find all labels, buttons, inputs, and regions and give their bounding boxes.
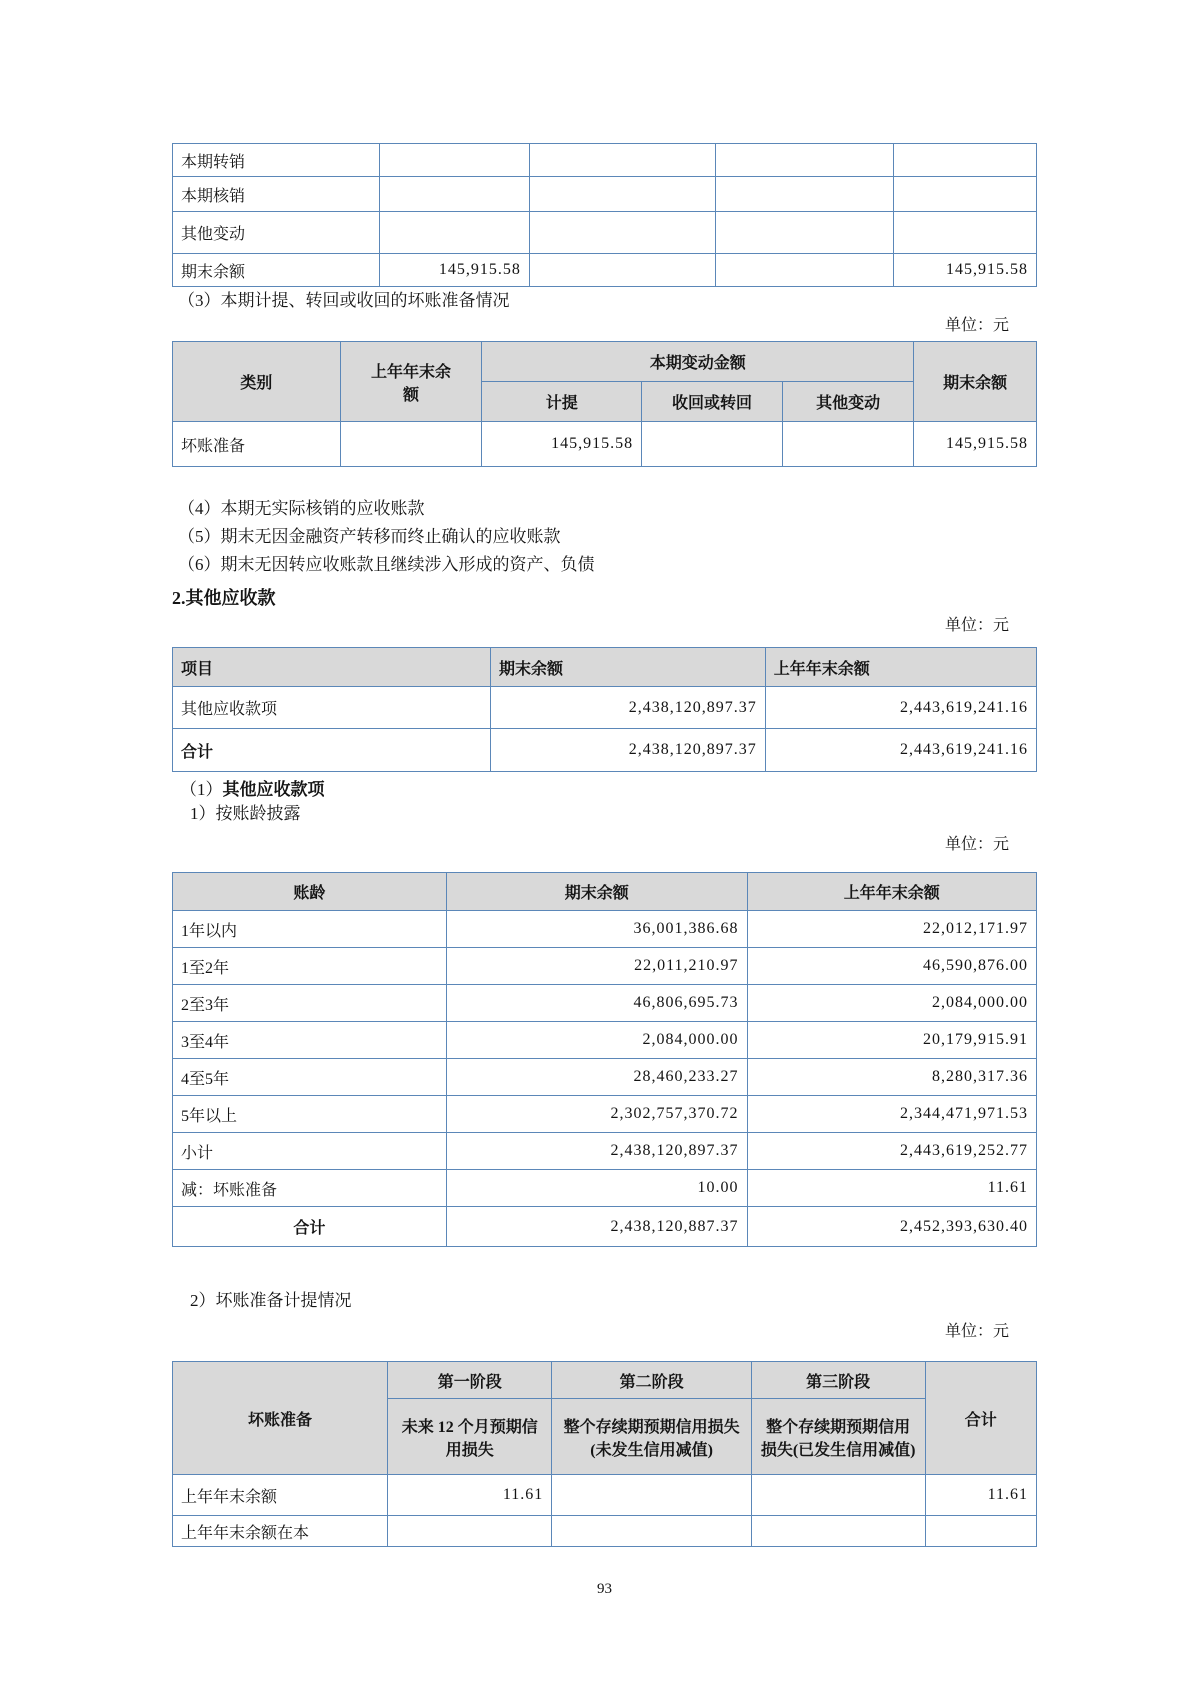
provision-change-table [172, 341, 1037, 467]
value-cell: 2,084,000.00 [747, 985, 1036, 1022]
page-number: 93 [597, 1581, 612, 1597]
value-cell: 2,438,120,897.37 [446, 1133, 747, 1170]
aging-table [172, 872, 1037, 1247]
row-label-cell: 小计 [173, 1133, 447, 1170]
value-cell: 2,443,619,241.16 [765, 687, 1036, 729]
unit-label: 单位：元 [944, 1323, 1009, 1340]
value-cell: 46,590,876.00 [747, 948, 1036, 985]
unit-label: 单位：元 [944, 617, 1009, 634]
row-label-cell: 上年年末余额 [173, 1475, 388, 1516]
value-cell: 2,084,000.00 [446, 1022, 747, 1059]
header-cell-prev: 上年年末余额 [765, 648, 1036, 687]
header-cell-stage3: 第三阶段 [751, 1362, 925, 1399]
carryover-table [172, 143, 1037, 287]
table-header-row [173, 648, 1037, 687]
header-cell-stage1: 第一阶段 [388, 1362, 552, 1399]
table-row [173, 1096, 1037, 1133]
value-cell: 2,438,120,887.37 [446, 1207, 747, 1247]
value-cell: 22,011,210.97 [446, 948, 747, 985]
row-label-cell: 本期核销 [173, 177, 380, 212]
value-cell [529, 144, 715, 177]
value-cell: 145,915.58 [893, 254, 1036, 287]
value-cell: 10.00 [446, 1170, 747, 1207]
sub-heading-title: 其他应收款项 [222, 780, 325, 799]
value-cell: 36,001,386.68 [446, 911, 747, 948]
header-cell-total: 合计 [925, 1362, 1036, 1475]
other-receivables-table [172, 647, 1037, 772]
unit-label: 单位：元 [944, 317, 1009, 334]
value-cell [715, 254, 893, 287]
value-cell [893, 144, 1036, 177]
value-cell: 2,344,471,971.53 [747, 1096, 1036, 1133]
header-cell-accrual: 计提 [482, 382, 642, 422]
row-label-cell: 合计 [173, 729, 491, 772]
value-cell [715, 144, 893, 177]
table-row [173, 911, 1037, 948]
section-heading-other-receivables: 2.其他应收款 [172, 588, 276, 608]
value-cell: 2,302,757,370.72 [446, 1096, 747, 1133]
value-cell [782, 422, 913, 467]
header-text: 上年年末余额 [370, 363, 451, 404]
value-cell [893, 212, 1036, 254]
value-cell [552, 1475, 752, 1516]
sub-heading-1 [172, 780, 1037, 800]
header-cell-stage2-desc: 整个存续期预期信用损失(未发生信用减值) [552, 1399, 752, 1475]
note-s4: （4）本期无实际核销的应收账款 [178, 499, 425, 518]
note-s5: （5）期末无因金融资产转移而终止确认的应收账款 [178, 527, 561, 546]
row-label-cell: 2至3年 [173, 985, 447, 1022]
header-cell-stage3-desc: 整个存续期预期信用损失(已发生信用减值) [751, 1399, 925, 1475]
value-cell: 2,438,120,897.37 [490, 687, 765, 729]
row-label-cell: 期末余额 [173, 254, 380, 287]
value-cell [552, 1516, 752, 1547]
table-row [173, 1516, 1037, 1547]
sub-heading-provision: 2）坏账准备计提情况 [190, 1291, 352, 1310]
sub-heading-aging: 1）按账龄披露 [190, 804, 301, 823]
header-cell-other: 其他变动 [782, 382, 913, 422]
header-cell-prev: 上年年末余额 [747, 873, 1036, 911]
stage-table [172, 1361, 1037, 1547]
table-row [173, 1022, 1037, 1059]
page-content [172, 143, 1037, 1598]
row-label-cell: 减：坏账准备 [173, 1170, 447, 1207]
value-cell [529, 212, 715, 254]
row-label-cell: 4至5年 [173, 1059, 447, 1096]
value-cell: 2,452,393,630.40 [747, 1207, 1036, 1247]
table-header-row [173, 342, 1037, 382]
table-row [173, 212, 1037, 254]
value-cell: 145,915.58 [380, 254, 529, 287]
value-cell [340, 422, 482, 467]
value-cell: 11.61 [747, 1170, 1036, 1207]
value-cell [380, 144, 529, 177]
header-cell-ending: 期末余额 [490, 648, 765, 687]
row-label-cell: 上年年末余额在本 [173, 1516, 388, 1547]
value-cell: 2,438,120,897.37 [490, 729, 765, 772]
table-row [173, 177, 1037, 212]
unit-label: 单位：元 [944, 836, 1009, 853]
value-cell [388, 1516, 552, 1547]
value-cell: 46,806,695.73 [446, 985, 747, 1022]
table-row-total [173, 1207, 1037, 1247]
value-cell [715, 212, 893, 254]
section-heading-s3: （3）本期计提、转回或收回的坏账准备情况 [178, 291, 510, 310]
value-cell: 11.61 [925, 1475, 1036, 1516]
table-row [173, 1059, 1037, 1096]
table-header-row [173, 873, 1037, 911]
table-row [173, 948, 1037, 985]
value-cell [715, 177, 893, 212]
value-cell [751, 1516, 925, 1547]
value-cell: 2,443,619,241.16 [765, 729, 1036, 772]
notes-paragraphs [172, 495, 1037, 579]
table-header-row [173, 1362, 1037, 1399]
header-cell-recover: 收回或转回 [642, 382, 783, 422]
table-row [173, 254, 1037, 287]
header-cell-ending: 期末余额 [914, 342, 1037, 422]
sub-heading-prefix: （1） [180, 780, 223, 799]
row-label-cell: 合计 [173, 1207, 447, 1247]
value-cell: 28,460,233.27 [446, 1059, 747, 1096]
value-cell: 11.61 [388, 1475, 552, 1516]
row-label-cell: 1年以内 [173, 911, 447, 948]
value-cell [380, 212, 529, 254]
table-row [173, 144, 1037, 177]
value-cell: 22,012,171.97 [747, 911, 1036, 948]
table-row [173, 1475, 1037, 1516]
value-cell [893, 177, 1036, 212]
value-cell: 20,179,915.91 [747, 1022, 1036, 1059]
row-label-cell: 其他应收款项 [173, 687, 491, 729]
table-row [173, 687, 1037, 729]
row-label-cell: 1至2年 [173, 948, 447, 985]
header-cell-item: 项目 [173, 648, 491, 687]
value-cell: 145,915.58 [482, 422, 642, 467]
header-cell-stage2: 第二阶段 [552, 1362, 752, 1399]
table-row [173, 985, 1037, 1022]
table-row [173, 1170, 1037, 1207]
value-cell [380, 177, 529, 212]
header-cell-category: 类别 [173, 342, 341, 422]
header-cell-prev-balance [340, 342, 482, 422]
table-row [173, 729, 1037, 772]
value-cell: 2,443,619,252.77 [747, 1133, 1036, 1170]
header-cell-change-group: 本期变动金额 [482, 342, 914, 382]
value-cell [925, 1516, 1036, 1547]
table-row [173, 1133, 1037, 1170]
value-cell: 8,280,317.36 [747, 1059, 1036, 1096]
row-label-cell: 本期转销 [173, 144, 380, 177]
value-cell [529, 177, 715, 212]
header-cell-ending: 期末余额 [446, 873, 747, 911]
header-cell-aging: 账龄 [173, 873, 447, 911]
value-cell [642, 422, 783, 467]
row-label-cell: 其他变动 [173, 212, 380, 254]
value-cell [751, 1475, 925, 1516]
header-cell-label: 坏账准备 [173, 1362, 388, 1475]
value-cell [529, 254, 715, 287]
row-label-cell: 5年以上 [173, 1096, 447, 1133]
row-label-cell: 坏账准备 [173, 422, 341, 467]
value-cell: 145,915.58 [914, 422, 1037, 467]
row-label-cell: 3至4年 [173, 1022, 447, 1059]
header-cell-stage1-desc: 未来 12 个月预期信用损失 [388, 1399, 552, 1475]
note-s6: （6）期末无因转应收账款且继续涉入形成的资产、负债 [178, 555, 595, 574]
table-row [173, 422, 1037, 467]
